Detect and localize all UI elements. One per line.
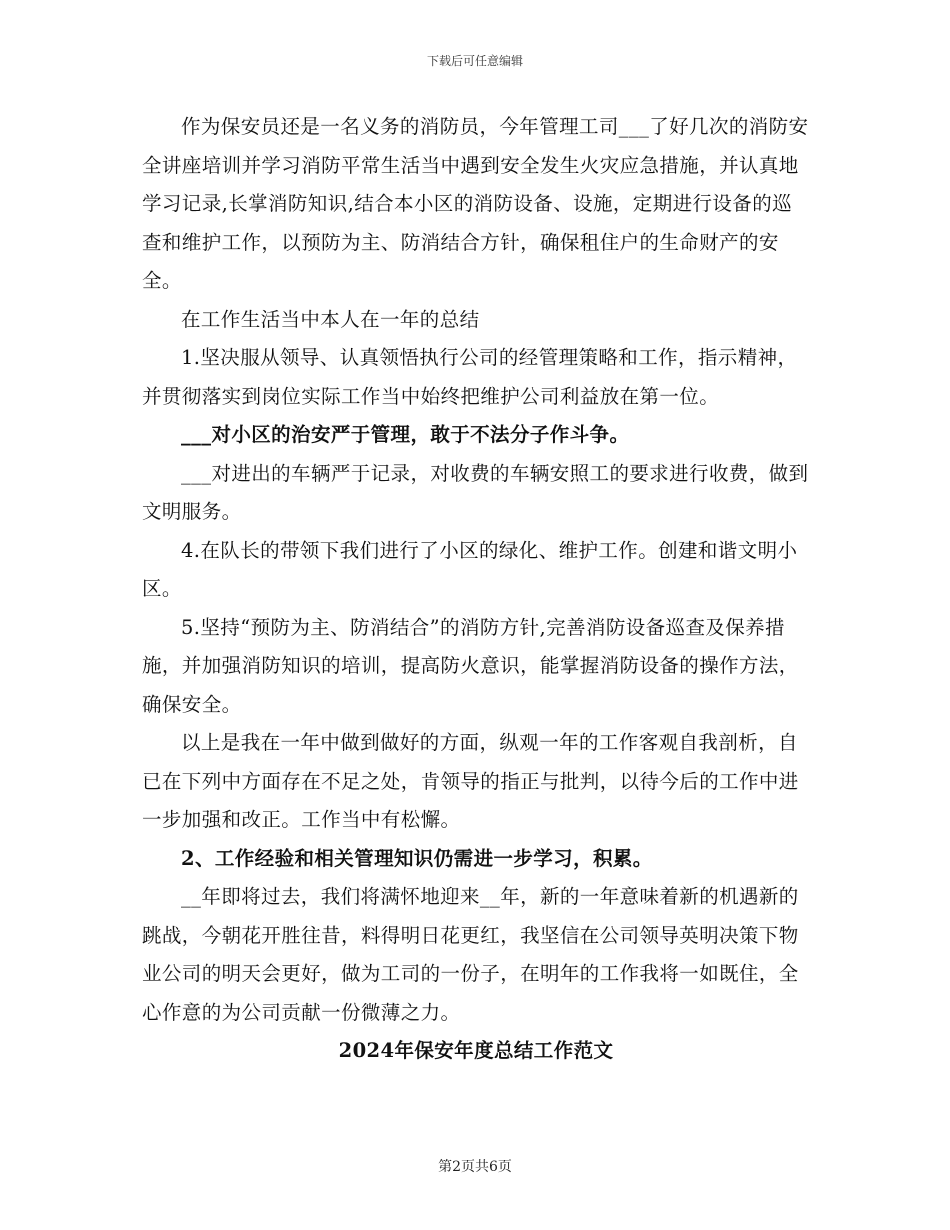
page-header: 下载后可任意编辑 <box>426 54 523 68</box>
paragraph-summary-intro: 在工作生活当中本人在一年的总结 <box>181 307 480 331</box>
page-footer: 第2页共6页 <box>438 1159 512 1175</box>
paragraph-item-3: ___对进出的车辆严于记录，对收费的车辆安照工的要求进行收费，做到文明服务。 <box>142 461 809 523</box>
section-title: 2024年保安年度总结工作范文 <box>338 1039 614 1062</box>
paragraph-item-2: ___对小区的治安严于管理，敢于不法分子作斗争。 <box>181 423 630 446</box>
paragraph-item-5: 5.坚持“预防为主、防消结合”的消防方针,完善消防设备巡查及保养措施，并加强消防知识的培训，提高防火意识，能掌握消防设备的操作方法，确保安全。 <box>142 615 799 716</box>
paragraph-fire-safety: 作为保安员还是一名义务的消防员，今年管理工司___了好几次的消防安全讲座培训并学习消防平常生活当中遇到安全发生火灾应急措施，并认真地学习记录,长掌消防知识,结合本小区的消防设备、设施，定期进行设备的巡查和维护工作，以预防为主、防消结合方针，确保租住户的生命财产的安全。 <box>142 115 809 292</box>
paragraph-outlook: __年即将过去，我们将满怀地迎来__年，新的一年意味着新的机遇新的跳战，今朝花开胜往昔，料得明日花更红，我坚信在公司领导英明决策下物业公司的明天会更好，做为工司的一份子，在明年的工作我将一如既住，全心作意的为公司贡献一份微薄之力。 <box>142 885 799 1024</box>
paragraph-shortcomings: 以上是我在一年中做到做好的方面，纵观一年的工作客观自我剖析，自已在下列中方面存在不足之处，肯领导的指正与批判，以待今后的工作中进一步加强和改正。工作当中有松懈。 <box>142 731 799 831</box>
paragraph-item-4: 4.在队长的带领下我们进行了小区的绿化、维护工作。创建和谐文明小区。 <box>142 538 798 600</box>
paragraph-item-1: 1.坚决服从领导、认真领悟执行公司的经管理策略和工作，指示精神，并贯彻落实到岗位实际工作当中始终把维护公司利益放在第一位。 <box>142 346 798 408</box>
paragraph-shortcoming-2: 2、工作经验和相关管理知识仍需进一步学习，积累。 <box>181 846 653 870</box>
document-body <box>142 108 810 1071</box>
